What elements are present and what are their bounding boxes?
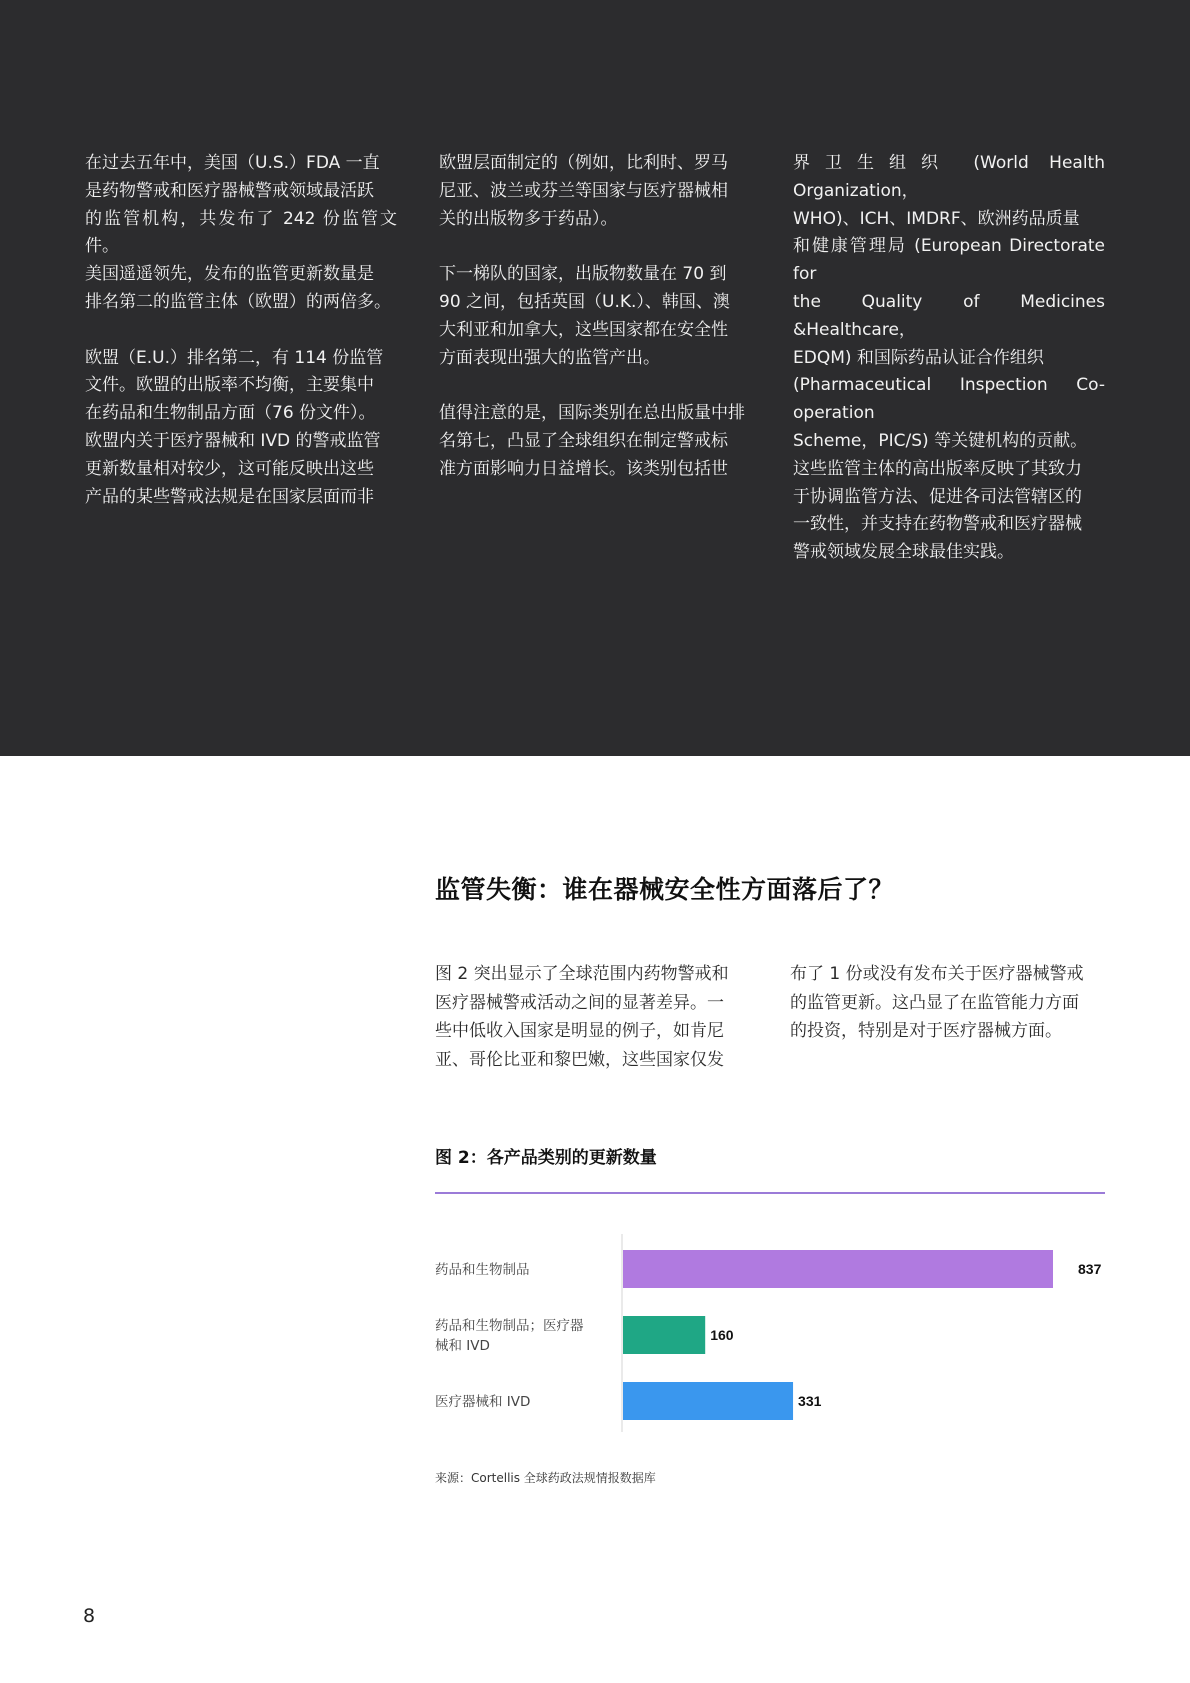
section-title: 监管失衡：谁在器械安全性方面落后了？ [435,875,895,904]
paragraph: 值得注意的是，国际类别在总出版量中排 名第七，凸显了全球组织在制定警戒标 准方面影响力日益增长。该类别包括世 [439,403,745,479]
bar-value-label: 331 [798,1393,822,1409]
text-column-2 [439,150,751,484]
paragraph: 欧盟层面制定的（例如，比利时、罗马 尼亚、波兰或芬兰等国家与医疗器械相 关的出版物多于药品）。 [439,153,728,229]
category-label: 药品和生物制品；医疗器械和 IVD [435,1318,584,1354]
bar [623,1316,705,1354]
paragraph: 欧盟（E.U.）排名第二，有 114 份监管 文件。欧盟的出版率不均衡，主要集中 在药品和生物制品方面（76 份文件）。 欧盟内关于医疗器械和 IVD 的警戒监管 更新数量相对较少，这可能反映出这些 产品的某些警戒法规是在国家层面而非 [85,347,384,507]
bar-value-label: 837 [1078,1261,1102,1277]
paragraph: 界卫生组织 (World Health Organization， WHO)、ICH、IMDRF、欧洲药品质量 和健康管理局 (European Directorate for the Quality of Medicines &Healthcare， EDQM) 和国际药品认证合作组织 (Pharmaceutical Inspection Co-operation Scheme，PIC/S) 等关键机构的贡献。 这些监管主体的高出版率反映了其致力 于协调监管方法、促进各司法管辖区的 一致性，并支持在药物警戒和医疗器械 警戒领域发展全球最佳实践。 [793,153,1105,563]
text-column-1 [85,150,397,511]
paragraph: 在过去五年中，美国（U.S.）FDA 一直 是药物警戒和医疗器械警戒领域最活跃 的监管机构，共发布了 242 份监管文件。 美国遥遥领先，发布的监管更新数量是 排名第二的监管主体（欧盟）的两倍多。 [85,153,397,312]
page-number: 8 [83,1605,96,1627]
figure-divider [435,1192,1105,1194]
category-label: 药品和生物制品 [435,1262,530,1278]
text-column-3 [793,150,1105,567]
intro-paragraph-right: 布了 1 份或没有发布关于医疗器械警戒 的监管更新。这凸显了在监管能力方面 的投资，特别是对于医疗器械方面。 [790,964,1084,1041]
category-label: 医疗器械和 IVD [435,1394,531,1410]
bar-chart-svg [435,1230,1115,1440]
bar [623,1382,793,1420]
dark-header-band [0,0,1190,756]
bar [623,1250,1053,1288]
figure-source: 来源：Cortellis 全球药政法规情报数据库 [435,1471,656,1485]
bar-chart [435,1230,1115,1440]
bar-value-label: 160 [710,1327,734,1343]
paragraph: 下一梯队的国家，出版物数量在 70 到 90 之间，包括英国（U.K.）、韩国、澳 大利亚和加拿大，这些国家都在安全性 方面表现出强大的监管产出。 [439,264,730,368]
figure-title: 图 2：各产品类别的更新数量 [435,1148,657,1168]
intro-paragraph-left: 图 2 突出显示了全球范围内药物警戒和 医疗器械警戒活动之间的显著差异。一 些中低收入国家是明显的例子，如肯尼 亚、哥伦比亚和黎巴嫩，这些国家仅发 [435,964,729,1070]
